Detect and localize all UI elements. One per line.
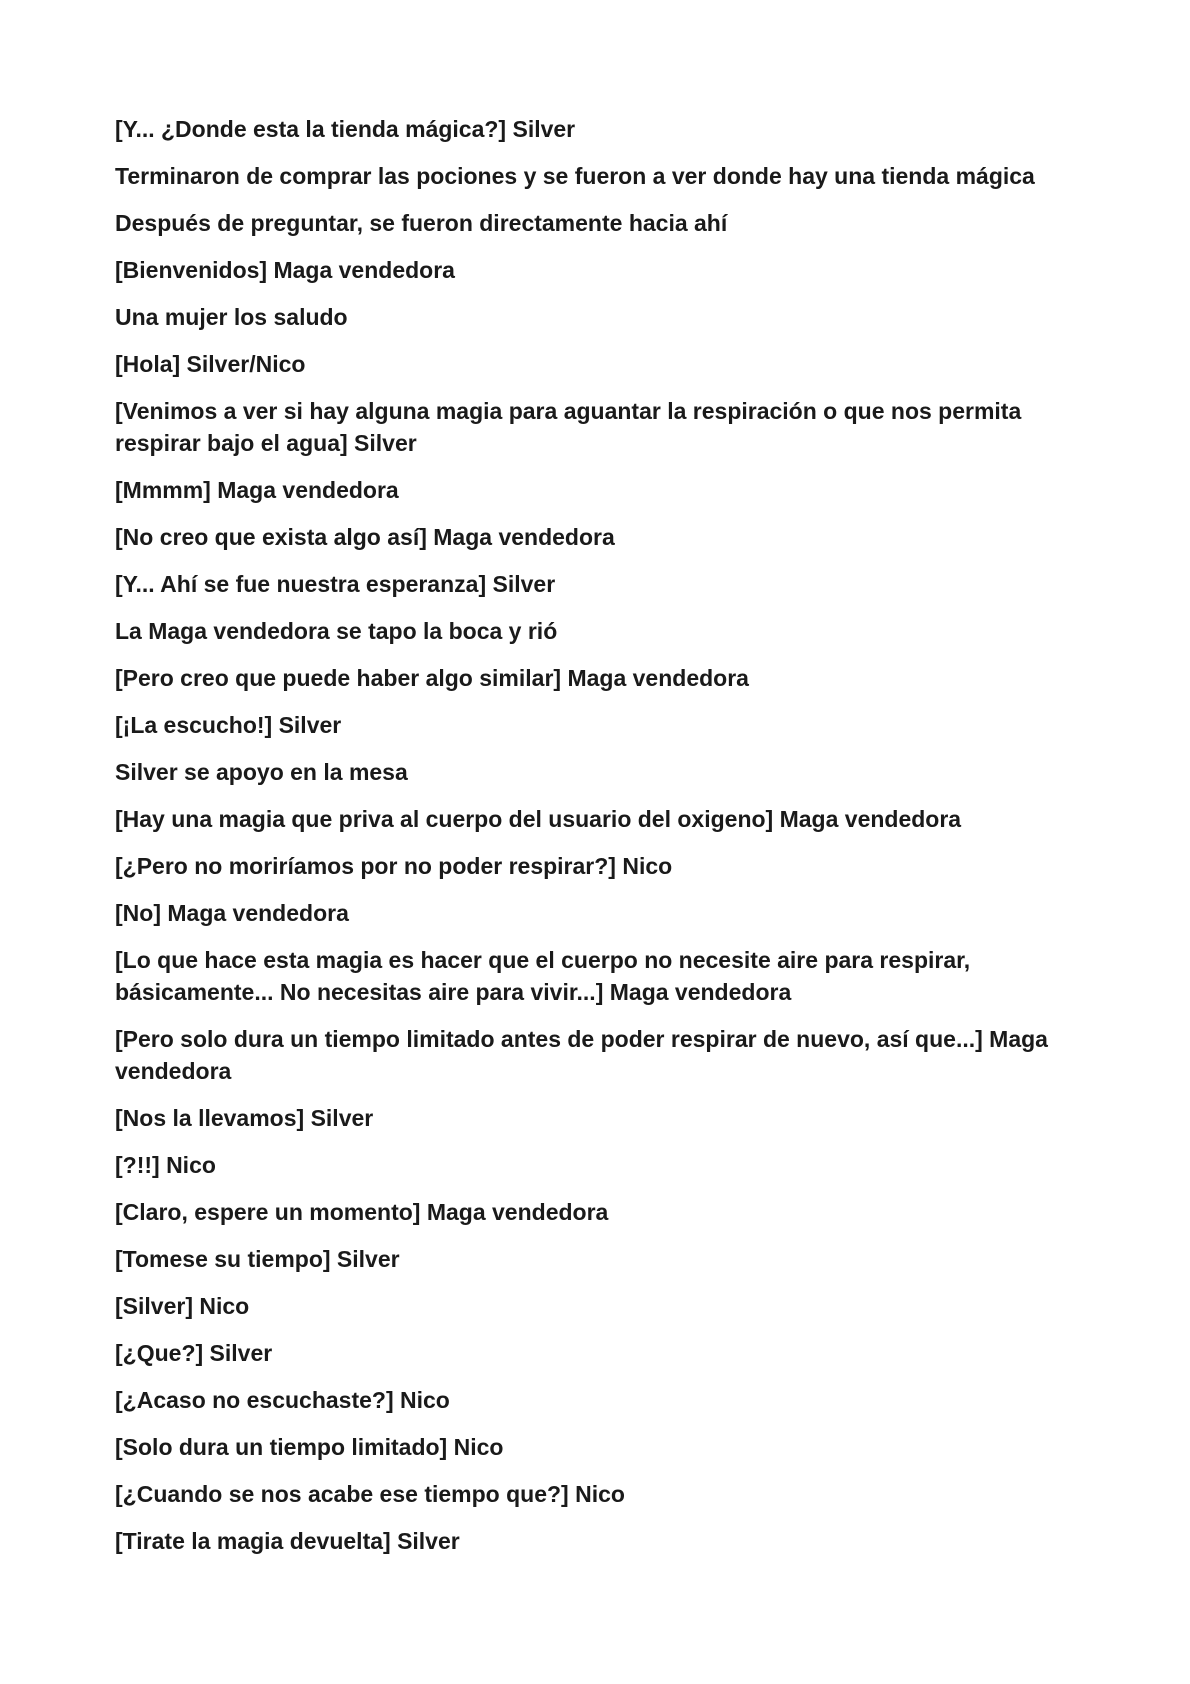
paragraph: [Hay una magia que priva al cuerpo del usuario del oxigeno] Maga vendedora: [115, 806, 962, 832]
paragraph: [No] Maga vendedora: [115, 900, 349, 926]
paragraph: [Y... Ahí se fue nuestra esperanza] Silver: [115, 571, 556, 597]
paragraph: [Bienvenidos] Maga vendedora: [115, 257, 455, 283]
paragraph: [¿Cuando se nos acabe ese tiempo que?] Nico: [115, 1481, 625, 1507]
paragraph: [Tomese su tiempo] Silver: [115, 1246, 400, 1272]
paragraph: Silver se apoyo en la mesa: [115, 759, 408, 785]
paragraph: [¡La escucho!] Silver: [115, 712, 342, 738]
paragraph: [No creo que exista algo así] Maga vendedora: [115, 524, 615, 550]
paragraph: [Mmmm] Maga vendedora: [115, 477, 399, 503]
document-body: [115, 113, 1090, 1572]
paragraph: [Lo que hace esta magia es hacer que el cuerpo no necesite aire para respirar, básicamente... No necesitas aire para vivir...] Maga vendedora: [115, 947, 971, 1005]
paragraph: La Maga vendedora se tapo la boca y rió: [115, 618, 558, 644]
paragraph: [Claro, espere un momento] Maga vendedora: [115, 1199, 609, 1225]
paragraph: [Silver] Nico: [115, 1293, 250, 1319]
paragraph: [Y... ¿Donde esta la tienda mágica?] Silver: [115, 116, 576, 142]
paragraph: [Hola] Silver/Nico: [115, 351, 306, 377]
paragraph: [Pero creo que puede haber algo similar] Maga vendedora: [115, 665, 749, 691]
paragraph: [Venimos a ver si hay alguna magia para aguantar la respiración o que nos permita respirar bajo el agua] Silver: [115, 398, 1022, 456]
paragraph: [?!!] Nico: [115, 1152, 216, 1178]
paragraph: [Nos la llevamos] Silver: [115, 1105, 374, 1131]
paragraph: [Tirate la magia devuelta] Silver: [115, 1528, 460, 1554]
paragraph: [¿Que?] Silver: [115, 1340, 273, 1366]
paragraph: Una mujer los saludo: [115, 304, 348, 330]
paragraph: [Pero solo dura un tiempo limitado antes de poder respirar de nuevo, así que...] Maga vendedora: [115, 1026, 1048, 1084]
paragraph: [Solo dura un tiempo limitado] Nico: [115, 1434, 504, 1460]
paragraph: [¿Pero no moriríamos por no poder respirar?] Nico: [115, 853, 673, 879]
paragraph: Terminaron de comprar las pociones y se fueron a ver donde hay una tienda mágica: [115, 163, 1035, 189]
paragraph: [¿Acaso no escuchaste?] Nico: [115, 1387, 450, 1413]
paragraph: Después de preguntar, se fueron directamente hacia ahí: [115, 210, 728, 236]
